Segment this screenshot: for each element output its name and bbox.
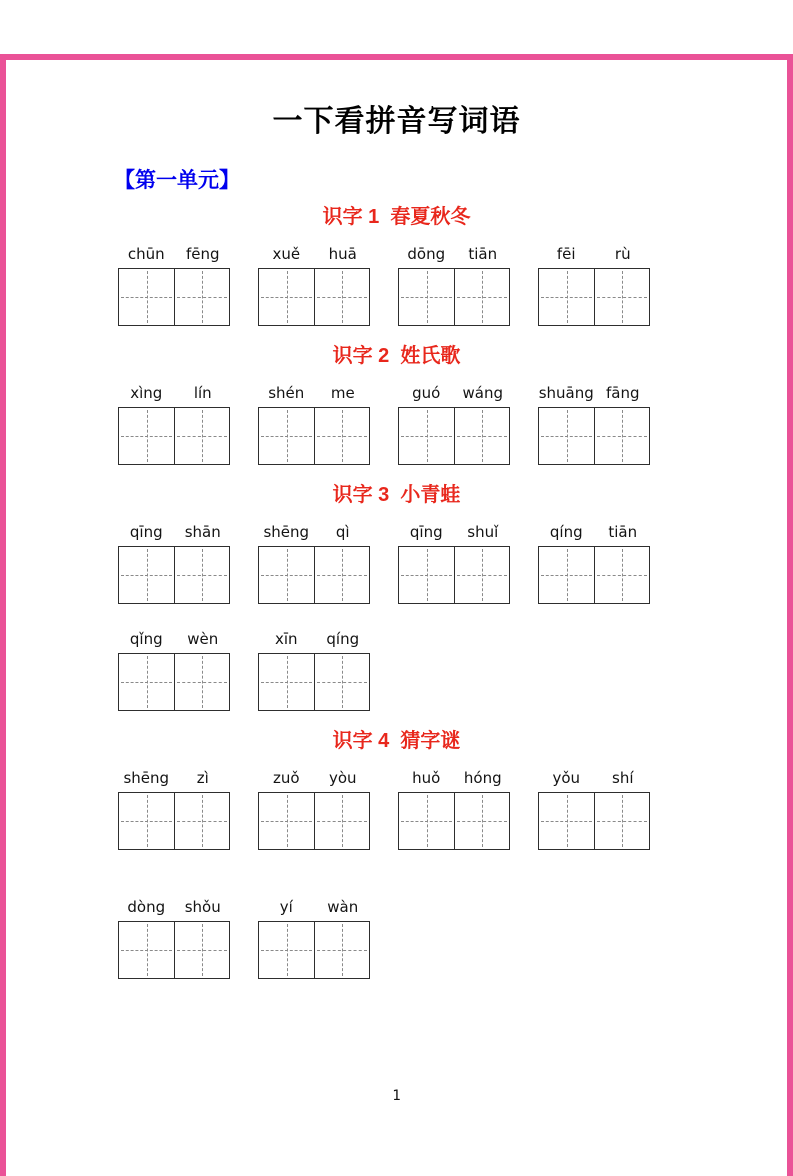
writing-grid <box>538 407 650 465</box>
pinyin-label: guó <box>412 384 441 402</box>
pinyin-row <box>258 384 371 403</box>
word-group <box>258 898 371 979</box>
word-group <box>118 523 231 604</box>
word-group <box>538 769 651 850</box>
pinyin-label: qīng <box>409 523 443 541</box>
grid-cell <box>119 922 174 978</box>
grid-cell <box>539 547 594 603</box>
word-group <box>538 384 651 465</box>
lessons <box>0 205 793 979</box>
grid-cell <box>259 408 314 464</box>
grid-cell <box>454 269 509 325</box>
pinyin-label: shēng <box>123 769 170 787</box>
grid-cell <box>594 269 649 325</box>
grid-cell <box>259 654 314 710</box>
lesson-title: 识字 1 春夏秋冬 <box>322 206 471 228</box>
pinyin-label: rù <box>614 245 631 263</box>
lesson-title: 识字 2 姓氏歌 <box>332 345 461 367</box>
pinyin-row <box>398 384 511 403</box>
pinyin-label: xìng <box>130 384 163 402</box>
pinyin-row <box>538 523 651 542</box>
word-group <box>258 245 371 326</box>
pinyin-label: zì <box>196 769 209 787</box>
grid-cell <box>314 408 369 464</box>
pinyin-row <box>538 384 651 403</box>
writing-grid <box>118 653 230 711</box>
pinyin-label: dòng <box>127 898 166 916</box>
pinyin-row <box>118 898 231 917</box>
pinyin-row <box>538 769 651 788</box>
grid-cell <box>454 408 509 464</box>
grid-cell <box>314 793 369 849</box>
pinyin-label: qì <box>335 523 350 541</box>
grid-cell <box>314 654 369 710</box>
grid-cell <box>399 269 454 325</box>
grid-cell <box>314 922 369 978</box>
grid-cell <box>174 793 229 849</box>
word-group <box>258 630 371 711</box>
lesson-title: 识字 4 猜字谜 <box>332 730 461 752</box>
pinyin-label: shān <box>184 523 221 541</box>
pinyin-row <box>118 384 231 403</box>
word-group <box>538 245 651 326</box>
lesson-section-2 <box>0 344 793 465</box>
pinyin-label: qíng <box>549 523 583 541</box>
grid-cell <box>174 408 229 464</box>
grid-cell <box>314 269 369 325</box>
lesson-section-4 <box>0 729 793 979</box>
pinyin-label: shuāng <box>538 384 594 402</box>
grid-cell <box>119 269 174 325</box>
grid-cell <box>539 793 594 849</box>
grid-cell <box>594 547 649 603</box>
page-number: 1 <box>392 1088 401 1104</box>
pinyin-label: lín <box>193 384 212 402</box>
writing-grid <box>398 407 510 465</box>
pinyin-row <box>258 630 371 649</box>
pinyin-label: hóng <box>463 769 502 787</box>
grid-cell <box>174 654 229 710</box>
pinyin-label: yí <box>279 898 293 916</box>
writing-grid <box>538 268 650 326</box>
pinyin-label: zuǒ <box>272 769 300 787</box>
pinyin-label: yǒu <box>552 769 581 787</box>
writing-grid <box>258 653 370 711</box>
word-group <box>118 630 231 711</box>
word-group <box>258 769 371 850</box>
grid-cell <box>454 793 509 849</box>
grid-cell <box>539 408 594 464</box>
word-row <box>118 523 793 604</box>
pinyin-label: huā <box>328 245 357 263</box>
grid-cell <box>119 793 174 849</box>
grid-cell <box>174 269 229 325</box>
writing-grid <box>258 546 370 604</box>
grid-cell <box>399 793 454 849</box>
word-group <box>398 245 511 326</box>
pinyin-label: huǒ <box>412 769 441 787</box>
pinyin-label: shén <box>268 384 305 402</box>
word-group <box>258 384 371 465</box>
pinyin-label: tiān <box>468 245 498 263</box>
pinyin-row <box>118 630 231 649</box>
grid-cell <box>119 654 174 710</box>
word-group <box>118 769 231 850</box>
lesson-section-3 <box>0 483 793 711</box>
header-dotted-line <box>116 54 679 56</box>
pinyin-row <box>258 245 371 264</box>
pinyin-label: xīn <box>274 630 298 648</box>
pinyin-label: wàn <box>327 898 359 916</box>
grid-cell <box>174 547 229 603</box>
writing-grid <box>258 407 370 465</box>
word-row <box>118 769 793 850</box>
writing-grid <box>398 546 510 604</box>
grid-cell <box>454 547 509 603</box>
pinyin-label: qíng <box>326 630 360 648</box>
pinyin-row <box>118 769 231 788</box>
pinyin-row <box>118 245 231 264</box>
writing-grid <box>538 546 650 604</box>
word-row <box>118 630 793 711</box>
pinyin-row <box>258 523 371 542</box>
page-title: 一下看拼音写词语 <box>272 105 521 138</box>
grid-cell <box>539 269 594 325</box>
pinyin-label: xuě <box>272 245 301 263</box>
pinyin-label: chūn <box>127 245 165 263</box>
pinyin-row <box>258 898 371 917</box>
grid-cell <box>314 547 369 603</box>
writing-grid <box>398 792 510 850</box>
word-group <box>118 245 231 326</box>
word-group <box>118 384 231 465</box>
writing-grid <box>118 407 230 465</box>
writing-grid <box>538 792 650 850</box>
pinyin-label: me <box>330 384 355 402</box>
writing-grid <box>118 792 230 850</box>
writing-grid <box>118 921 230 979</box>
unit-heading: 【第一单元】 <box>114 169 240 192</box>
lesson-section-1 <box>0 205 793 326</box>
writing-grid <box>398 268 510 326</box>
pinyin-row <box>538 245 651 264</box>
pinyin-label: qīng <box>129 523 163 541</box>
pinyin-label: qǐng <box>129 630 163 648</box>
grid-cell <box>594 408 649 464</box>
pinyin-row <box>398 769 511 788</box>
pinyin-label: fāng <box>605 384 640 402</box>
pinyin-label: yòu <box>328 769 357 787</box>
grid-cell <box>174 922 229 978</box>
grid-cell <box>119 408 174 464</box>
pinyin-label: wáng <box>462 384 503 402</box>
writing-grid <box>258 792 370 850</box>
word-group <box>538 523 651 604</box>
grid-cell <box>399 547 454 603</box>
word-row <box>118 245 793 326</box>
writing-grid <box>258 268 370 326</box>
pinyin-label: tiān <box>608 523 638 541</box>
writing-grid <box>258 921 370 979</box>
word-group <box>258 523 371 604</box>
pinyin-label: wèn <box>187 630 219 648</box>
pinyin-row <box>258 769 371 788</box>
grid-cell <box>399 408 454 464</box>
lesson-title: 识字 3 小青蛙 <box>332 484 461 506</box>
pinyin-label: shuǐ <box>467 523 499 541</box>
word-group <box>398 769 511 850</box>
pinyin-label: fēng <box>185 245 220 263</box>
grid-cell <box>259 547 314 603</box>
word-group <box>398 384 511 465</box>
writing-grid <box>118 268 230 326</box>
word-row <box>118 384 793 465</box>
word-row <box>118 898 793 979</box>
grid-cell <box>259 793 314 849</box>
pinyin-label: shí <box>612 769 634 787</box>
pinyin-label: dōng <box>407 245 446 263</box>
grid-cell <box>259 269 314 325</box>
pinyin-row <box>118 523 231 542</box>
word-group <box>118 898 231 979</box>
pinyin-row <box>398 245 511 264</box>
pinyin-label: fēi <box>556 245 576 263</box>
writing-grid <box>118 546 230 604</box>
pinyin-label: shǒu <box>184 898 221 916</box>
pinyin-label: shēng <box>263 523 310 541</box>
word-group <box>398 523 511 604</box>
grid-cell <box>259 922 314 978</box>
pinyin-row <box>398 523 511 542</box>
grid-cell <box>119 547 174 603</box>
grid-cell <box>594 793 649 849</box>
